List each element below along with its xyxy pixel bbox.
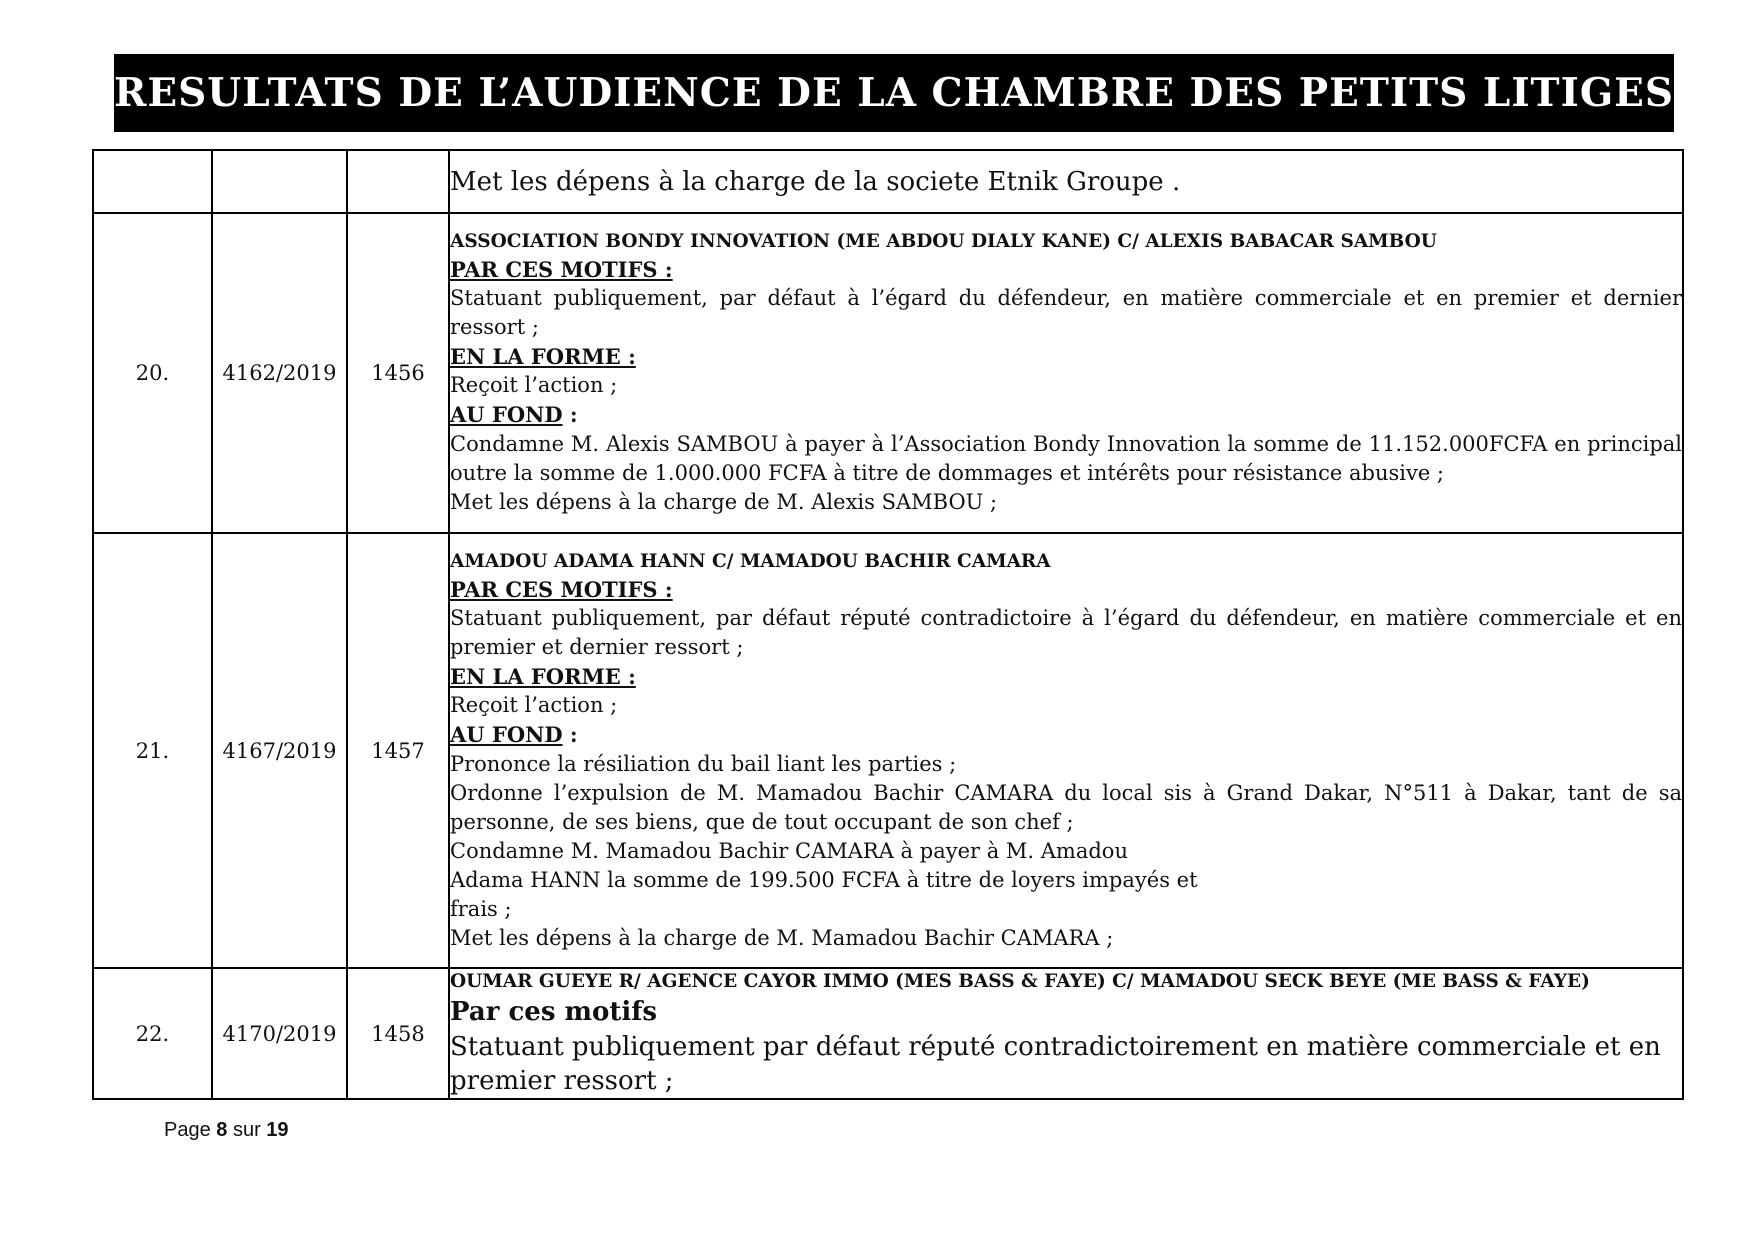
motifs-heading: Par ces motifs (450, 997, 658, 1027)
forme-heading: EN LA FORME : (450, 663, 636, 689)
case-number-cell (93, 150, 212, 213)
judgment-number-cell: 1458 (347, 968, 449, 1099)
forme-text: Reçoit l’action ; (450, 692, 618, 717)
decision-cell (449, 968, 1683, 1099)
table-row (93, 533, 1683, 968)
case-parties: AMADOU ADAMA HANN C/ MAMADOU BACHIR CAMARA (450, 550, 1051, 572)
results-table (92, 149, 1684, 1100)
page-title: RESULTATS DE L’AUDIENCE DE LA CHAMBRE DES PETITS LITIGES (113, 70, 1675, 116)
rg-number-cell: 4170/2019 (212, 968, 347, 1099)
judgment-number-cell: 1456 (347, 213, 449, 533)
page-current: 8 (216, 1119, 228, 1141)
case-parties: OUMAR GUEYE R/ AGENCE CAYOR IMMO (MES BASS & FAYE) C/ MAMADOU SECK BEYE (ME BASS & FAYE) (450, 971, 1590, 992)
rg-number-cell: 4162/2019 (212, 213, 347, 533)
decision-line: Ordonne l’expulsion de M. Mamadou Bachir CAMARA du local sis à Grand Dakar, N°511 à Dakar, tant de sa personne, de ses biens, que de tout occupant de son chef ; (450, 780, 1682, 834)
statuant-text: Statuant publiquement, par défaut réputé contradictoire à l’égard du défendeur, en matière commerciale et en premier et dernier ressort ; (450, 605, 1682, 659)
decision-line: Condamne M. Mamadou Bachir CAMARA à payer à M. Amadou (450, 838, 1128, 863)
fond-heading: AU FOND (450, 402, 563, 427)
case-number-cell: 20. (93, 213, 212, 533)
forme-text: Reçoit l’action ; (450, 373, 618, 397)
decision-line: frais ; (450, 896, 512, 921)
decision-line: Prononce la résiliation du bail liant les parties ; (450, 751, 957, 776)
page-prefix: Page (164, 1119, 217, 1141)
table-row (93, 150, 1683, 213)
decision-cell (449, 150, 1683, 213)
rg-number-cell (212, 150, 347, 213)
header-banner (114, 54, 1674, 132)
fond-heading-colon: : (562, 402, 578, 427)
motifs-heading: PAR CES MOTIFS : (450, 576, 673, 602)
statuant-text: Statuant publiquement, par défaut à l’égard du défendeur, en matière commerciale et en premier et dernier ressort ; (450, 286, 1682, 339)
decision-line: Met les dépens à la charge de M. Mamadou Bachir CAMARA ; (450, 925, 1114, 950)
case-number-cell: 22. (93, 968, 212, 1099)
fond-heading: AU FOND (450, 721, 563, 747)
page-mid: sur (227, 1119, 267, 1141)
judgment-number-cell: 1457 (347, 533, 449, 968)
case-number-cell: 21. (93, 533, 212, 968)
statuant-text: Statuant publiquement par défaut réputé contradictoirement en matière commerciale et en premier ressort ; (450, 1032, 1661, 1096)
case-parties: ASSOCIATION BONDY INNOVATION (ME ABDOU DIALY KANE) C/ ALEXIS BABACAR SAMBOU (450, 231, 1437, 252)
page-footer (164, 1119, 289, 1142)
judgment-number-cell (347, 150, 449, 213)
motifs-heading: PAR CES MOTIFS : (450, 257, 673, 282)
decision-line: Adama HANN la somme de 199.500 FCFA à titre de loyers impayés et (450, 867, 1198, 892)
decision-cell (449, 213, 1683, 533)
decision-cell (449, 533, 1683, 968)
decision-line: Met les dépens à la charge de M. Alexis SAMBOU ; (450, 490, 998, 514)
rg-number-cell: 4167/2019 (212, 533, 347, 968)
forme-heading: EN LA FORME : (450, 344, 636, 369)
decision-line: Met les dépens à la charge de la societe Etnik Groupe . (450, 166, 1181, 197)
decision-line: Condamne M. Alexis SAMBOU à payer à l’Association Bondy Innovation la somme de 11.152.000FCFA en principal outre la somme de 1.000.000 FCFA à titre de dommages et intérêts pour résistance abusive ; (450, 432, 1682, 485)
table-row (93, 968, 1683, 1099)
page-total: 19 (266, 1119, 289, 1141)
table-row (93, 213, 1683, 533)
fond-heading-colon: : (562, 721, 578, 747)
